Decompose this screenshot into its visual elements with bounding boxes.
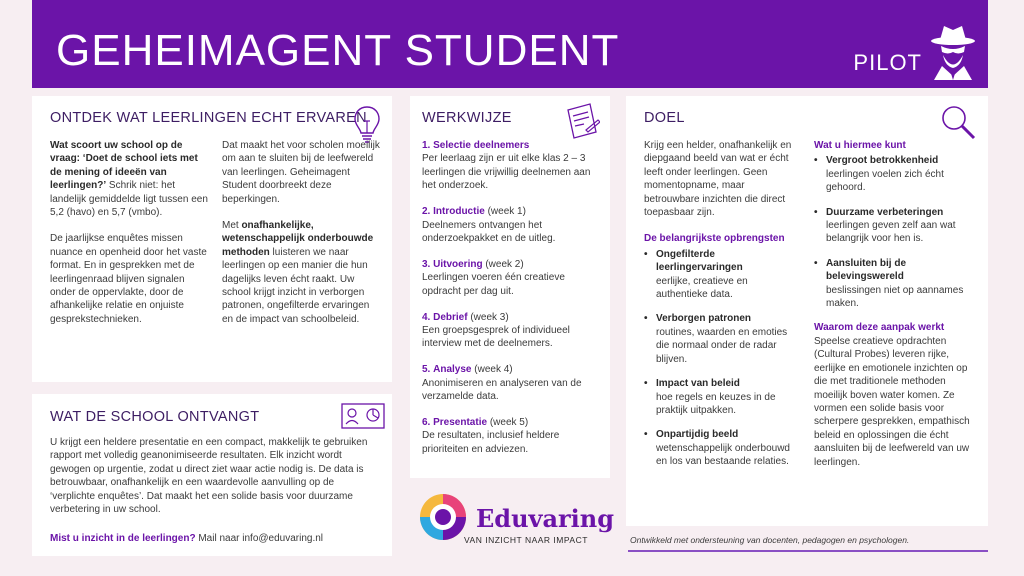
ontdek-question bbox=[50, 139, 210, 219]
step-week: (week 2) bbox=[482, 258, 524, 270]
ontvangt-card bbox=[32, 394, 392, 556]
werkwijze-step bbox=[422, 139, 604, 193]
doel-title: DOEL bbox=[644, 110, 685, 126]
kunt-text: leerlingen geven zelf aan wat belangrijk voor hen is. bbox=[826, 220, 956, 245]
step-week: (week 4) bbox=[471, 364, 513, 376]
ontdek-title: ONTDEK WAT LEERLINGEN ECHT ERVAREN bbox=[50, 110, 367, 126]
opbrengst-item bbox=[644, 248, 802, 302]
step-label: Selectie deelnemers bbox=[433, 140, 530, 151]
opbrengst-bold: Onpartijdig beeld bbox=[656, 429, 739, 441]
kunt-text: beslissingen niet op aannames maken. bbox=[826, 284, 964, 310]
step-label: Presentatie bbox=[433, 417, 488, 428]
step-week: (week 5) bbox=[487, 417, 529, 428]
step-label: Analyse bbox=[433, 364, 472, 376]
step-number: 3. bbox=[422, 258, 431, 270]
werkwijze-steps bbox=[422, 139, 604, 469]
step-week: (week 1) bbox=[484, 206, 526, 218]
ontdek-question-rest: Schrik niet: het landelijk gemiddelde ligt tussen een 5,2 (havo) en 5,7 (vmbo). bbox=[50, 180, 208, 219]
magnifier-icon bbox=[938, 102, 978, 142]
opbrengst-text: eerlijke, creatieve en authentieke data. bbox=[656, 275, 748, 301]
opbrengst-text: wetenschappelijk onderbouwd en los van bestaande relaties. bbox=[656, 442, 790, 468]
kunt-item bbox=[814, 206, 974, 246]
step-text: De resultaten, inclusief heldere prioriteiten en adviezen. bbox=[422, 430, 560, 455]
doel-left-column bbox=[644, 139, 802, 480]
step-text: Anonimiseren en analyseren van de verzamelde data. bbox=[422, 377, 582, 403]
ontvangt-cta bbox=[50, 532, 380, 545]
page-title: GEHEIMAGENT STUDENT bbox=[56, 26, 620, 75]
step-number: 2. bbox=[422, 206, 431, 218]
lightbulb-icon bbox=[352, 104, 382, 144]
step-heading bbox=[422, 139, 604, 152]
ontdek-right-paragraph-2 bbox=[222, 219, 380, 326]
werkwijze-card bbox=[410, 96, 610, 478]
footer-note: Ontwikkeld met ondersteuning van docenten, pedagogen en psychologen. bbox=[630, 535, 910, 545]
step-label: Uitvoering bbox=[433, 258, 483, 270]
doel-right-column bbox=[814, 139, 974, 469]
step-number: 4. bbox=[422, 311, 431, 323]
waarom-text: Speelse creatieve opdrachten (Cultural Probes) leveren rijke, eerlijke en emotionele inzichten op die met traditionele methoden moeilijk boven water komen. Ze vormen een solide basis voor scherpere gesprekken, empathisch beleid en oplossingen die écht aansluiten bij de leefwereld van uw leerlingen. bbox=[814, 335, 970, 468]
ontvangt-title: WAT DE SCHOOL ONTVANGT bbox=[50, 409, 260, 425]
step-week: (week 3) bbox=[467, 311, 509, 323]
doel-card bbox=[626, 96, 988, 526]
ontvangt-cta-bold: Mist u inzicht in de leerlingen? bbox=[50, 533, 196, 544]
opbrengst-bold: Ongefilterde leerlingervaringen bbox=[656, 248, 743, 274]
brand-name: Eduvaring bbox=[476, 504, 615, 533]
step-heading bbox=[422, 205, 604, 218]
ontdek-question-bold: Wat scoort uw school op de vraag: ‘Doet de school iets met de mening of ideeën van leerlingen?’ bbox=[50, 140, 198, 192]
kunt-item bbox=[814, 154, 974, 194]
werkwijze-step bbox=[422, 416, 604, 456]
kunt-bold: Duurzame verbeteringen bbox=[826, 206, 944, 218]
step-label: Introductie bbox=[433, 206, 485, 218]
ontdek-right-column bbox=[222, 139, 380, 326]
step-text: Leerlingen voeren één creatieve opdracht per dag uit. bbox=[422, 272, 565, 297]
step-heading bbox=[422, 258, 604, 271]
eduvaring-brand bbox=[418, 490, 615, 550]
opbrengst-bold: Impact van beleid bbox=[656, 378, 740, 390]
step-number: 6. bbox=[422, 417, 431, 428]
eduvaring-logo-icon bbox=[418, 492, 468, 542]
ontvangt-cta-mail[interactable]: Mail naar info@eduvaring.nl bbox=[195, 533, 324, 544]
step-number: 1. bbox=[422, 140, 431, 151]
step-heading bbox=[422, 363, 604, 376]
ontdek-p2-rest: luisteren we naar leerlingen op een manier die hun dagelijks leven écht raakt. Uw school krijgt inzicht in verborgen patronen, ongefilterde ervaringen en de impact van schoolbeleid. bbox=[222, 246, 370, 325]
step-label: Debrief bbox=[433, 311, 468, 323]
step-heading bbox=[422, 311, 604, 324]
step-text: Een groepsgesprek of individueel interview met de deelnemers. bbox=[422, 324, 570, 350]
header-banner bbox=[32, 0, 988, 88]
footer-divider bbox=[628, 550, 988, 552]
werkwijze-title: WERKWIJZE bbox=[422, 110, 512, 126]
clipboard-icon bbox=[564, 102, 600, 142]
ontdek-p2-bold: onafhankelijke, wetenschappelijk onderbouwde methoden bbox=[222, 220, 374, 258]
opbrengsten-title: De belangrijkste opbrengsten bbox=[644, 233, 785, 245]
step-text: Deelnemers ontvangen het onderzoekpakket en de uitleg. bbox=[422, 219, 556, 244]
kunt-bold: Vergroot betrokkenheid bbox=[826, 155, 939, 167]
werkwijze-step bbox=[422, 363, 604, 403]
opbrengst-item bbox=[644, 377, 802, 417]
ontdek-right-paragraph-1: Dat maakt het voor scholen moeilijk om aan te sluiten bij de leefwereld van leerlingen. Geheimagent Student doorbreekt deze beperkingen. bbox=[222, 140, 380, 205]
brand-slogan: VAN INZICHT NAAR IMPACT bbox=[464, 535, 588, 545]
opbrengst-text: routines, waarden en emoties die normaal onder de radar blijven. bbox=[656, 326, 788, 365]
step-text: Per leerlaag zijn er uit elke klas 2 – 3 leerlingen die vrijwillig deelnemen aan het onderzoek. bbox=[422, 153, 591, 192]
kunt-text: leerlingen voelen zich écht gehoord. bbox=[826, 168, 944, 194]
ontdek-p2-pre: Met bbox=[222, 220, 242, 232]
ontdek-card bbox=[32, 96, 392, 382]
waarom-title: Waarom deze aanpak werkt bbox=[814, 322, 945, 334]
pilot-badge: PILOT bbox=[853, 50, 922, 75]
step-number: 5. bbox=[422, 364, 431, 376]
ontvangt-body: U krijgt een heldere presentatie en een compact, makkelijk te gebruiken rapport met volledig geanonimiseerde resultaten. Elk inzicht wordt gewogen op urgentie, zodat u direct ziet waar actie nodig is. De data is betrouwbaar, onafhankelijk en een waardevolle aanvulling op de ‘verplichte enquêtes’. Dat maakt het een solide basis voor duurzame verbetering in uw school. bbox=[50, 437, 368, 516]
spy-icon bbox=[928, 22, 978, 82]
presentation-icon bbox=[340, 402, 386, 432]
opbrengst-bold: Verborgen patronen bbox=[656, 313, 752, 325]
kunt-bold: Aansluiten bij de belevingswereld bbox=[826, 257, 907, 283]
werkwijze-step bbox=[422, 311, 604, 351]
werkwijze-step bbox=[422, 205, 604, 245]
kunt-title: Wat u hiermee kunt bbox=[814, 140, 906, 151]
ontdek-left-paragraph: De jaarlijkse enquêtes missen nuance en openheid door het vaste format. En in gesprekken met de leerlingenraad blijven signalen onder de oppervlakte, door de afhankelijke relatie en onjuiste gesprekstechnieken. bbox=[50, 233, 207, 325]
kunt-item bbox=[814, 257, 974, 311]
opbrengst-text: hoe regels en keuzes in de praktijk uitpakken. bbox=[656, 391, 776, 416]
doel-intro: Krijg een helder, onafhankelijk en diepgaand beeld van wat er écht leeft onder leerlingen. Geen momentopname, maar betrouwbare inzichten die direct toepasbaar zijn. bbox=[644, 140, 792, 219]
opbrengst-item bbox=[644, 312, 802, 366]
werkwijze-step bbox=[422, 258, 604, 298]
opbrengst-item bbox=[644, 428, 802, 468]
step-heading bbox=[422, 416, 604, 429]
ontdek-left-column bbox=[50, 139, 210, 326]
